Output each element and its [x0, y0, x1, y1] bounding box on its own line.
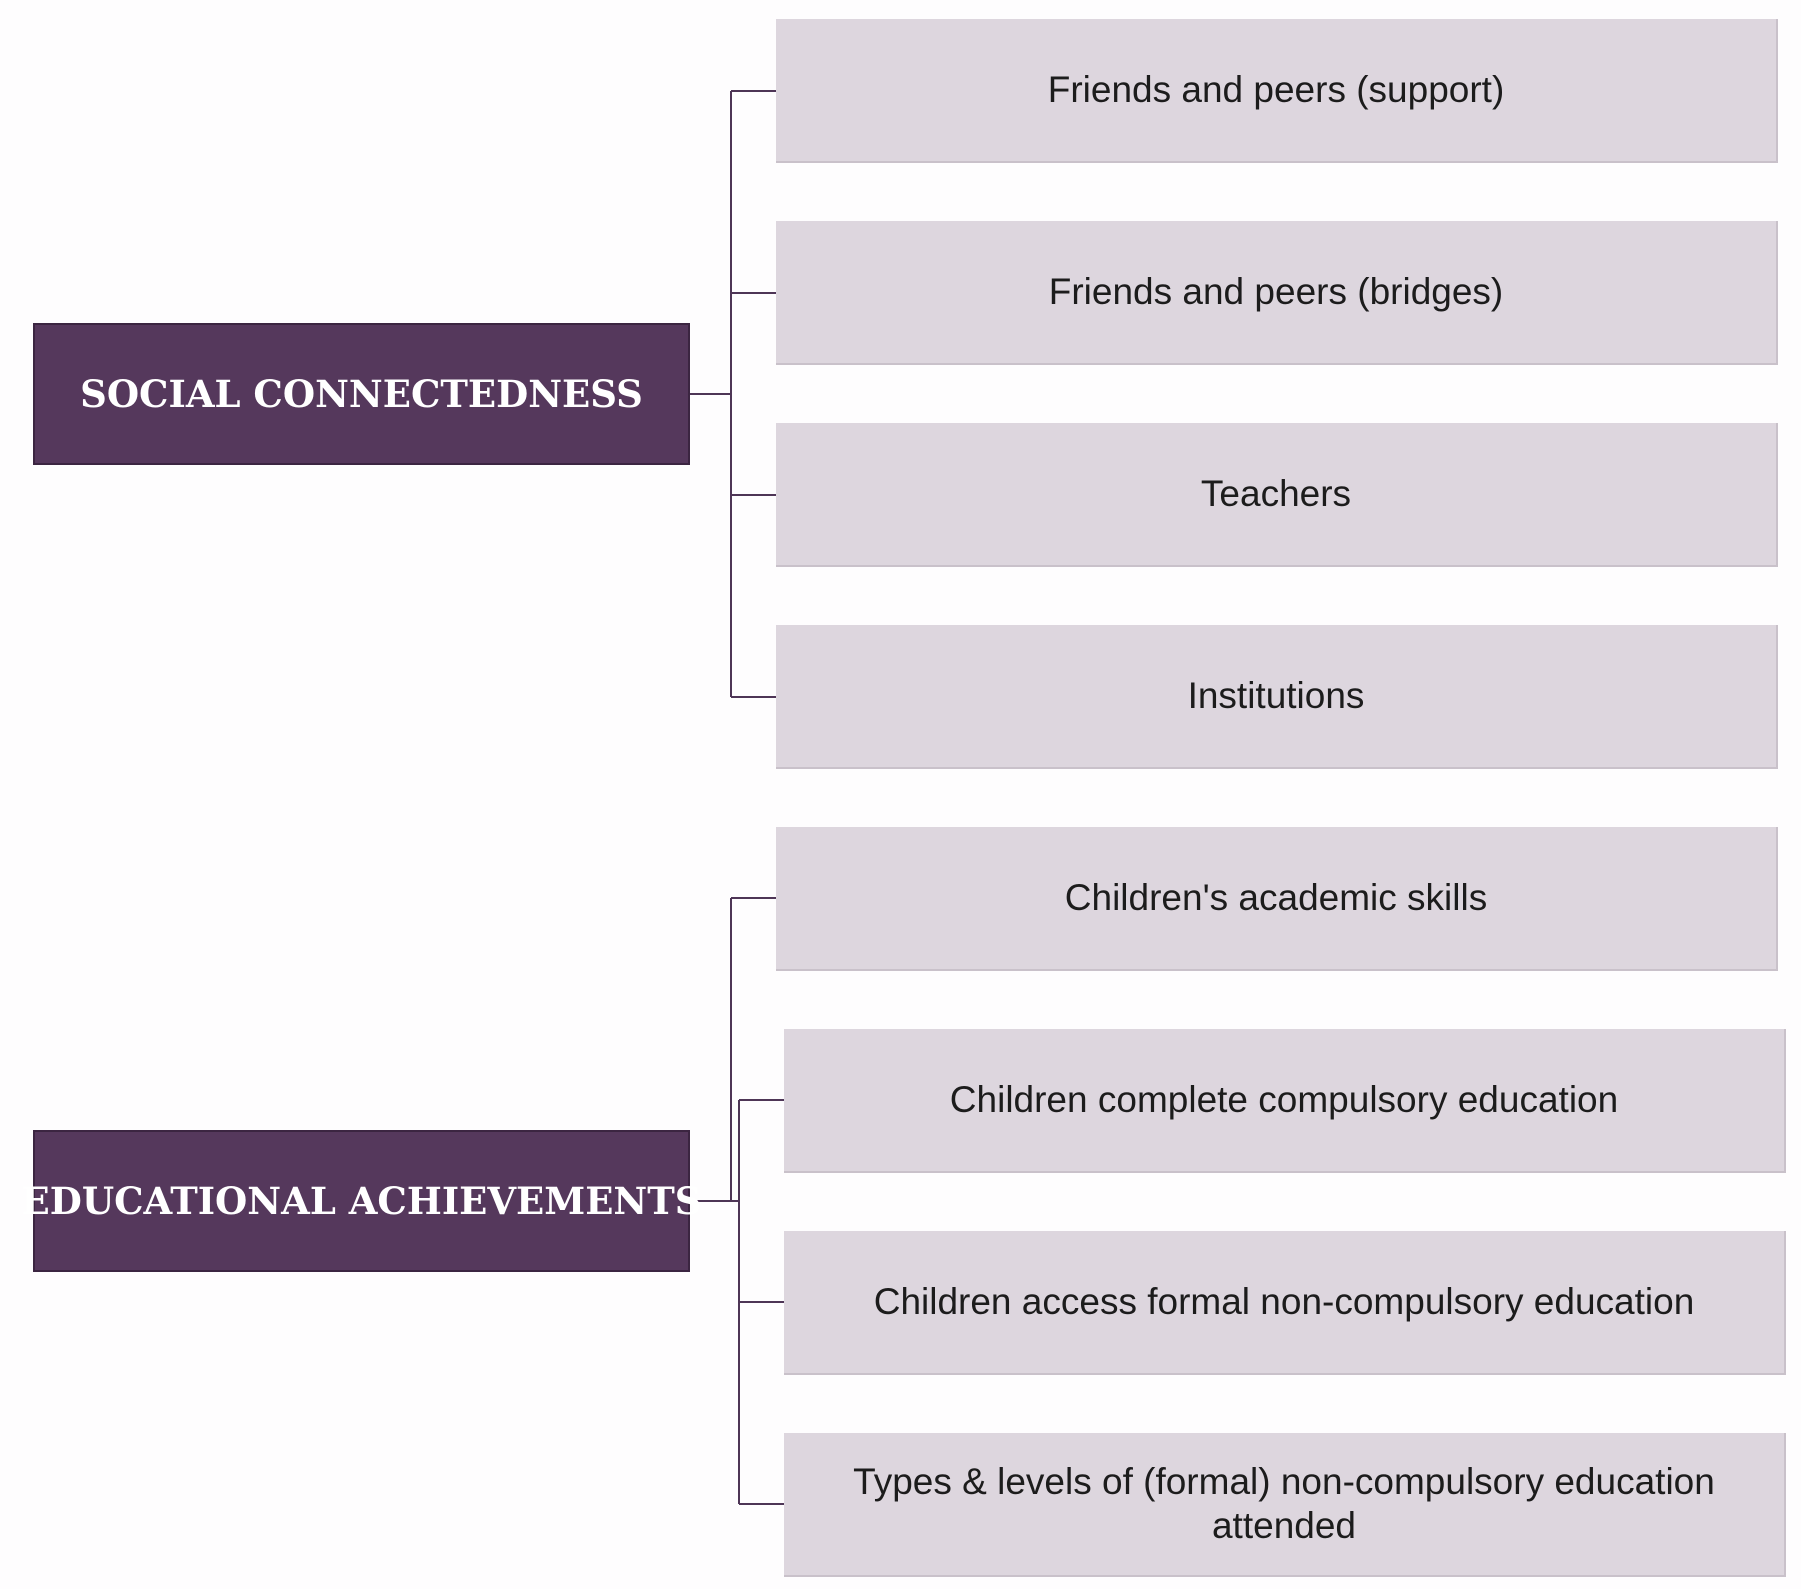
root-node-educational-achievements: EDUCATIONAL ACHIEVEMENTS [33, 1130, 690, 1272]
root-node-social-connectedness: SOCIAL CONNECTEDNESS [33, 323, 690, 465]
child-node-compulsory-education: Children complete compulsory education [784, 1029, 1786, 1173]
child-node-non-compulsory-types: Types & levels of (formal) non-compulsory education attended [784, 1433, 1786, 1577]
child-node-institutions: Institutions [776, 625, 1778, 769]
child-node-teachers: Teachers [776, 423, 1778, 567]
child-node-friends-support: Friends and peers (support) [776, 19, 1778, 163]
child-node-academic-skills: Children's academic skills [776, 827, 1778, 971]
child-node-non-compulsory-access: Children access formal non-compulsory education [784, 1231, 1786, 1375]
child-node-friends-bridges: Friends and peers (bridges) [776, 221, 1778, 365]
